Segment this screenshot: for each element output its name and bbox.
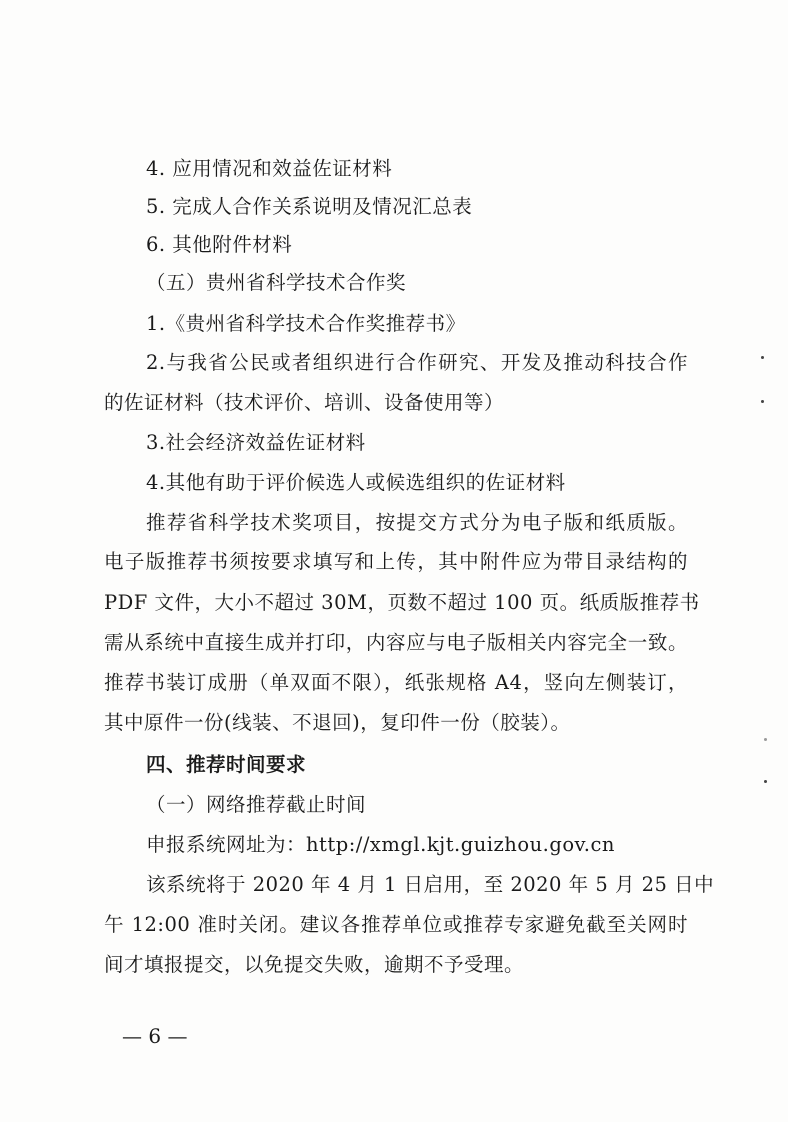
subsection-heading: （一）网络推荐截止时间 (146, 793, 367, 816)
section-heading: 四、推荐时间要求 (146, 753, 307, 776)
paragraph-line: PDF 文件，大小不超过 30M，页数不超过 100 页。纸质版推荐书 (104, 591, 700, 614)
list-item: 1.《贵州省科学技术合作奖推荐书》 (146, 312, 466, 335)
list-item: 5. 完成人合作关系说明及情况汇总表 (146, 195, 473, 218)
list-item: 2.与我省公民或者组织进行合作研究、开发及推动科技合作 (146, 351, 688, 374)
paragraph-line: 其中原件一份(线装、不退回)，复印件一份（胶装）。 (104, 711, 571, 734)
list-item: 6. 其他附件材料 (146, 233, 293, 256)
page-number: — 6 — (122, 1024, 188, 1048)
scan-speck (761, 400, 764, 403)
paragraph-line: 推荐书装订成册（单双面不限），纸张规格 A4，竖向左侧装订， (104, 671, 688, 694)
paragraph-line: 间才填报提交，以免提交失败，逾期不予受理。 (104, 953, 525, 976)
paragraph-line: 推荐省科学技术奖项目，按提交方式分为电子版和纸质版。 (146, 511, 688, 534)
scan-speck (761, 356, 764, 359)
subsection-heading: （五）贵州省科学技术合作奖 (146, 271, 407, 294)
list-item: 4. 应用情况和效益佐证材料 (146, 157, 393, 180)
paragraph-line: 午 12:00 准时关闭。建议各推荐单位或推荐专家避免截至关网时 (104, 913, 688, 936)
list-item: 3.社会经济效益佐证材料 (146, 431, 366, 454)
list-item-continuation: 的佐证材料（技术评价、培训、设备使用等） (104, 391, 505, 414)
scan-speck (764, 780, 767, 783)
website-line: 申报系统网址为：http://xmgl.kjt.guizhou.gov.cn (146, 833, 615, 856)
scan-speck (764, 738, 767, 741)
paragraph-line: 需从系统中直接生成并打印，内容应与电子版相关内容完全一致。 (104, 631, 688, 654)
paragraph-line: 该系统将于 2020 年 4 月 1 日启用，至 2020 年 5 月 25 日中 (146, 873, 715, 896)
paragraph-line: 电子版推荐书须按要求填写和上传，其中附件应为带目录结构的 (104, 550, 688, 573)
list-item: 4.其他有助于评价候选人或候选组织的佐证材料 (146, 471, 566, 494)
